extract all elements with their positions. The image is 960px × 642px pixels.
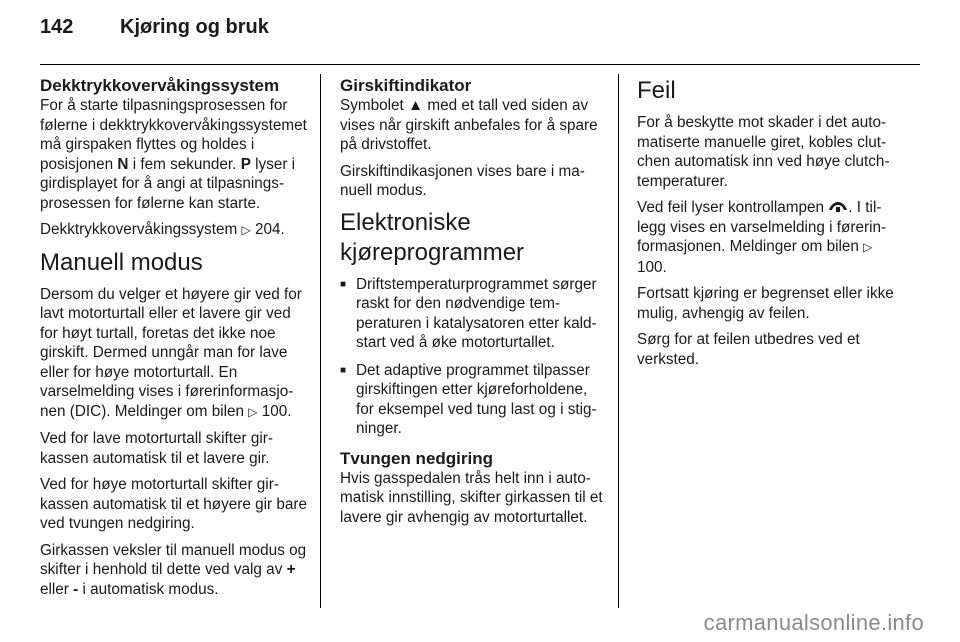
page-ref-arrow-icon: ▷ [863,240,873,254]
shift-indicator-paragraph-2: Girskiftindikasjonen vises bare i manuell modus. [340,162,585,199]
header-rule [40,64,920,65]
section-heading-fault: Feil [637,77,676,104]
gearbox-warning-icon [828,201,848,213]
manual-mode-paragraph-4: Girkassen veksler til manuell modus og skifter i henhold til dette ved valg av + eller - i automatisk modus. [40,541,307,598]
kickdown-paragraph: Hvis gasspedalen trås helt inn i automatisk innstilling, skifter girkassen til et lavere gir avhengig av motorturtallet. [340,469,603,526]
tpms-paragraph: For å starte tilpasningsprosessen for følerne i dekktrykkovervåkingssystemet må girspaken flyttes og holdes i posisjonen N i fem sekunder. P lyser i girdisplayet for å angi at tilpasningsprosessen for følerne kan starte. [40,97,307,212]
fault-paragraph-3: Fortsatt kjøring er begrenset eller ikke mulig, avhengig av feilen. [637,285,894,322]
column-divider-2 [618,74,619,608]
chapter-title: Kjøring og bruk [120,16,269,38]
triangle-up-icon: ▲ [408,97,424,114]
fault-paragraph-4: Sørg for at feilen utbedres ved et verksted. [637,331,860,368]
manual-mode-paragraph-2: Ved for lave motorturtall skifter girkassen automatisk til et lavere gir. [40,430,273,467]
fault-paragraph-2: Ved feil lyser kontrollampen . I tillegg vises en varselmelding i førerinformasjonen. Meldinger om bilen ▷ 100. [637,199,887,276]
list-item: ■ Det adaptive programmet tilpasser girskiftingen etter kjøreforholdene, for eksempel ved tung last og i stigninger. [340,361,608,439]
column-divider-1 [320,74,321,608]
tpms-reference: Dekktrykkovervåkingssystem ▷ 204. [40,221,285,238]
programs-list [340,275,608,439]
section-heading-tpms: Dekktrykkovervåkingssystem [40,76,280,95]
section-heading-shift-indicator: Girskiftindikator [340,76,472,95]
manual-mode-paragraph-1: Dersom du velger et høyere gir ved for lavt motorturtall eller et lavere gir ved for høyt turtall, foretas det ikke noe girskift. Dermed unngår man for lave eller for høye motorturtall. En varselmelding vises i førerinformasjonen (DIC). Meldinger om bilen ▷ 100. [40,285,302,420]
column-1 [40,76,308,606]
fault-paragraph-1: For å beskytte mot skader i det automatiserte manuelle giret, kobles clutchen automatisk inn ved høye clutchtemperaturer. [637,114,890,190]
manual-mode-paragraph-3: Ved for høye motorturtall skifter girkassen automatisk til et høyere gir bare ved tvungen nedgiring. [40,476,307,532]
column-3 [637,76,905,376]
page-ref-arrow-icon: ▷ [248,404,258,419]
page-header [40,16,269,39]
section-heading-manual-mode: Manuell modus [40,248,203,276]
list-item: ■ Driftstemperaturprogrammet sørger raskt for den nødvendige temperaturen i katalysatoren etter kaldstart ved å øke motorturtallet. [340,275,608,353]
watermark-text: carmanualsonline.info [703,610,924,635]
shift-indicator-paragraph-1: Symbolet ▲ med et tall ved siden av vises når girskift anbefales for å spare på drivstoffet. [340,97,598,153]
section-heading-kickdown: Tvungen nedgiring [340,448,493,468]
column-2 [340,76,608,534]
page-number: 142 [40,16,74,38]
section-heading-electronic-programs: Elektroniske kjøreprogrammer [340,208,525,266]
page-ref-arrow-icon: ▷ [241,223,251,237]
